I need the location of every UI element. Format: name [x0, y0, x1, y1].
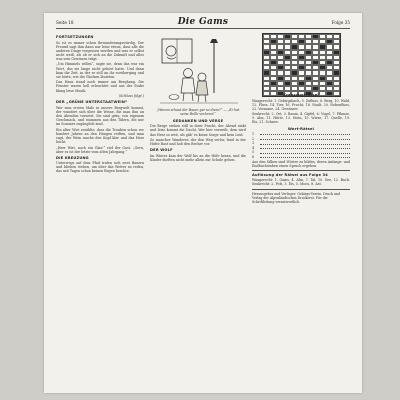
paragraph: Waagerecht: 1. Gebirgsbach, 5. Zufluss, 8. Berg, 10. Wald, 12. Fluss, 14. Tier, 16. Frucht, 18. Stadt, 20. Nebenfluss, 22. Vorname, 24. Gewässer. [252, 98, 350, 111]
masthead-title: Die Gams [177, 17, 229, 27]
page-number-left: Seite 18 [56, 20, 74, 25]
word-row: 1 [252, 132, 350, 137]
divider [252, 189, 350, 190]
word-row: 5 [252, 150, 350, 155]
paragraph: Waagerecht: 1. Gams, 4. Alm, 7. Tal, 10. See, 12. Bach. Senkrecht: 2. Fels, 3. Eis, 5. Moos, 8. Ast. [252, 178, 350, 187]
section-heading: Auflösung der Rätsel aus Folge 34 [252, 172, 328, 177]
issue-number-right: Folge 35 [331, 20, 350, 25]
paragraph: Ein alter Wirt erzählte, dass die Trauben schon vor hundert Jahren an den Hängen reiften, und man sagt, der Wein mache den Kopf klar und das Herz leicht. [56, 127, 144, 144]
word-row: 4 [252, 146, 350, 151]
crossword-grid [262, 33, 341, 97]
paragraph: Unterwegs auf dem Pfad trafen sich zwei Bauern und blieben stehen, um über das Wetter zu reden, das seit Tagen schon keinen Regen brachte. [56, 161, 144, 174]
paragraph: Im Winter kam der Wolf bis an die Höfe heran, und die Kinder durften nicht mehr allein zur Schule gehen. [150, 153, 246, 162]
page-header [56, 18, 350, 29]
cartoon-drawing [156, 33, 242, 107]
column-right [252, 91, 350, 204]
cartoon-caption: „Warum schaut der Bauer gar so drein?“ — „Er hat seine Brille verloren!“ [156, 108, 240, 116]
paragraph: Das Haus stand noch immer am Berghang. Die Fenster waren hell erleuchtet und aus der Stube klang leise Musik. [56, 80, 144, 93]
paragraph: So ist es immer schon Bewunderungswürdig. Der Freund sagt ihm dann nur leise etwas, dass alle die anderen Dinge vergessen werden und was er selbst nicht weiß, als ob er sich an die Zukunft und alles was sein Gewissen trägt. [56, 40, 144, 61]
column-middle [150, 109, 246, 163]
divider [252, 170, 350, 171]
section-heading: Wort-Rätsel [287, 126, 315, 131]
paragraph: Die Berge stehen still in ihrer Pracht, der Abend sinkt und leise kommt die Nacht. Wer hier verweilt, dem wird das Herz so weit, als gäb' es keine Sorge und kein Leid. [150, 124, 246, 137]
word-row: 6 [252, 155, 350, 160]
section-heading: DIE KREUZUNG [56, 155, 89, 160]
section-heading: GEDANKEN UND VERSE [172, 118, 224, 123]
paragraph: Wer zum ersten Male in unsere Bergwelt kommt, der wundert sich über die Weine, die man ihm an den Abenden vorsetzt. Sie sind grün, von eigenem Geschmack, und stammen aus den Tälern, die nur im Sommer zugänglich sind. [56, 105, 144, 127]
column-left [56, 33, 144, 175]
cartoon-illustration [156, 33, 242, 107]
word-puzzle-rows [252, 132, 350, 160]
paragraph: So mancher Wanderer, der den Weg verlor, fand in der Hütte Rast und hob den Becher vor. [150, 138, 246, 147]
word-row: 2 [252, 137, 350, 142]
section-heading: FORTSETZUNGEN [56, 35, 94, 39]
paragraph: Aus den Silben sind Wörter zu bilden, deren Anfangs- und Endbuchstaben einen Spruch ergeben. [252, 159, 350, 168]
word-row: 3 [252, 141, 350, 146]
newspaper-page [44, 13, 362, 393]
section-heading: Kreuzworträtsel [283, 93, 319, 97]
paragraph: „Herr Wirt, noch ein Glas!“ rief der Gast. „Gern, aber es ist der letzte vom alten Jahrgang.“ [56, 145, 144, 154]
section-heading: DER „GRÜNE UNTERSTAATWEIN“ [56, 100, 128, 105]
paragraph: „Um Himmels willen“, sagte sie, denn das war ein Wort, das sie lange nicht gehört hatte. Und dann kam die Zeit, in der er still an ihr vorüberging und sie hörte, wie die Glocken läuteten. [56, 62, 144, 79]
imprint-footer: Herausgeber und Verleger: Gebirgs-Verein. Druck und Verlag der Alpenländischen Druckerei. Für die Schriftleitung verantwortlich. [252, 191, 341, 204]
paragraph: Senkrecht: 2. Ort, 3. Baum, 4. Gipfel, 6. Vogel, 7. Pflanze, 9. Alm, 11. Hütte, 13. Stein, 15. Wiese, 17. Quelle, 19. Eis, 21. Schnee. [252, 112, 350, 125]
section-heading: DER WOLF [150, 148, 173, 153]
signature: (Schluss folgt.) [118, 94, 144, 99]
